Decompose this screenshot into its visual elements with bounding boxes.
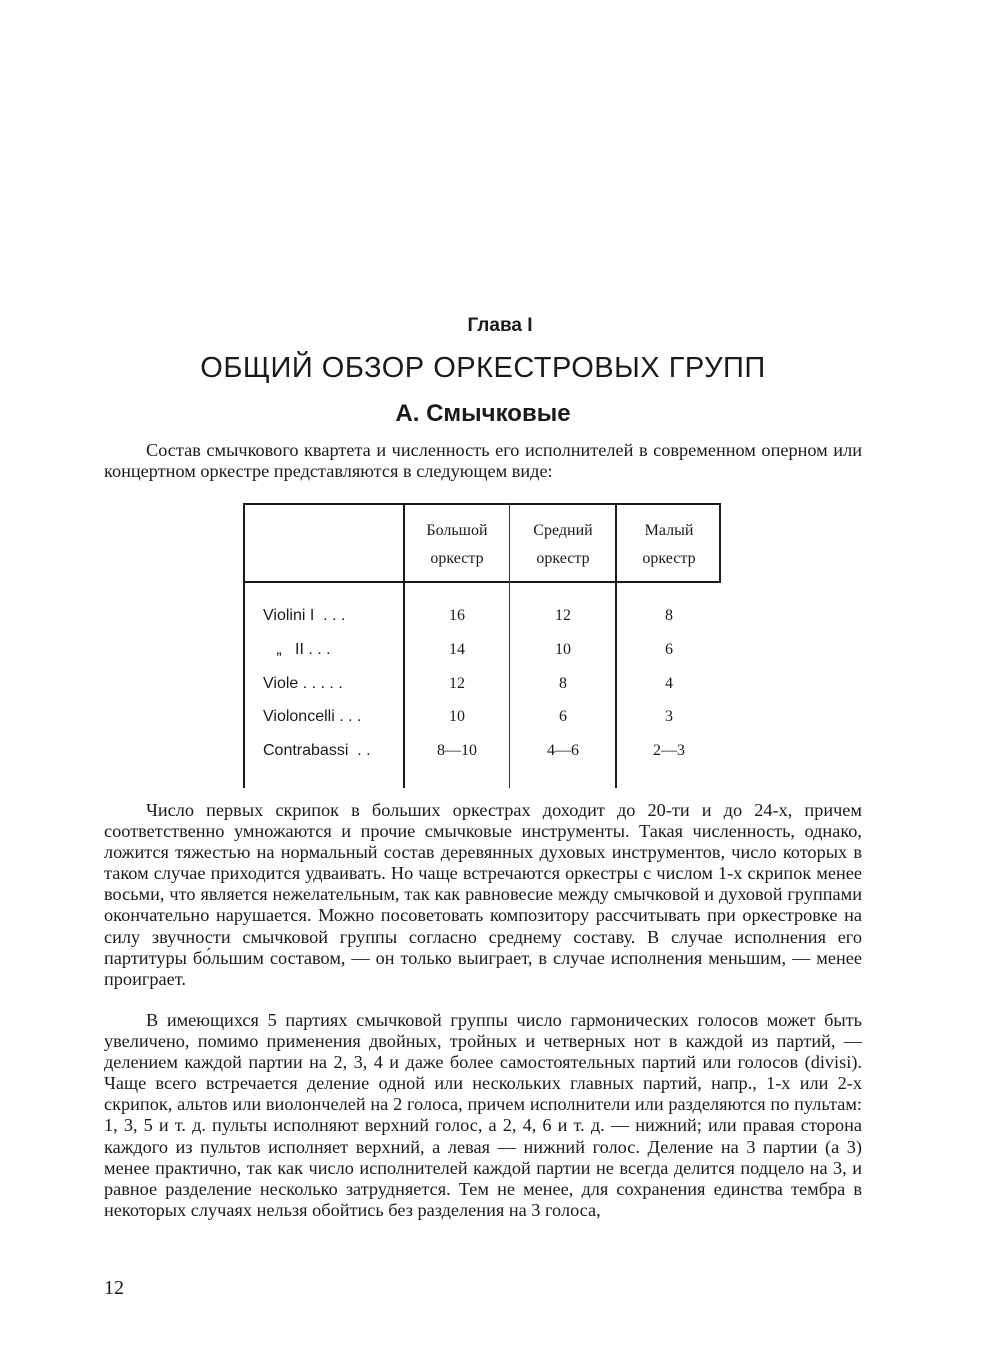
table-cell: 12 xyxy=(555,607,571,624)
table-cell: 3 xyxy=(665,708,673,725)
page-title: ОБЩИЙ ОБЗОР ОРКЕСТРОВЫХ ГРУПП xyxy=(200,352,766,384)
table-cell: 10 xyxy=(449,708,465,725)
table-cell: 12 xyxy=(449,675,465,692)
header-line: Большой xyxy=(426,522,488,539)
header-small-orchestra xyxy=(617,517,721,573)
table-top-rule xyxy=(243,503,721,505)
header-line: оркестр xyxy=(642,550,696,567)
paragraph-body-2: В имеющихся 5 партиях смычковой группы число гармонических голосов может быть увеличено, помимо применения двойных, тройных и четверных нот в каждой из партий, — делением каждой партии на 2, 3, 4 и даже более самостоятельных партий или голосов (divisi). Чаще всего встречается деление одной или нескольких главных партий, напр., 1-х или 2-х скрипок, альтов или виолончелей на 2 голоса, причем исполнители или разделяются по пультам: 1, 3, 5 и т. д. пульты исполняют верхний голос, а 2, 4, 6 и т. д. — нижний; или правая сторона каждого из пультов исполняет верхний, а левая — нижний голос. Деление на 3 партии (а 3) менее практично, так как число исполнителей каждой партии не всегда делится подцело на 3, и равное разделение несколько затрудняется. Тем не менее, для сохранения единства тембра в некоторых случаях нельзя обойтись без разделения на 3 голоса, xyxy=(104,1010,862,1220)
table-cell: 4—6 xyxy=(547,742,579,759)
header-line: оркестр xyxy=(430,550,484,567)
page-number: 12 xyxy=(104,1277,124,1299)
header-medium-orchestra xyxy=(511,517,615,573)
row-name-viole: Viole . . . . . xyxy=(263,675,343,692)
header-line: оркестр xyxy=(536,550,590,567)
table-cell: 8—10 xyxy=(437,742,477,759)
row-name-contrabassi: Contrabassi . . xyxy=(263,742,371,759)
table-cell: 8 xyxy=(559,675,567,692)
row-name-violini-2: „ II . . . xyxy=(263,641,331,658)
paragraph-intro: Состав смычкового квартета и численность его исполнителей в современном оперном или концертном оркестре представляются в следующем виде: xyxy=(104,440,862,482)
table-cell: 2—3 xyxy=(653,742,685,759)
section-heading: А. Смычковые xyxy=(395,400,571,427)
table-cell: 6 xyxy=(665,641,673,658)
table-header-rule xyxy=(243,581,721,583)
table-left-border xyxy=(243,503,245,788)
header-line: Малый xyxy=(644,522,694,539)
table-cell: 14 xyxy=(449,641,465,658)
row-name-violoncelli: Violoncelli . . . xyxy=(263,708,362,725)
table-cell: 6 xyxy=(559,708,567,725)
table-divider xyxy=(509,503,510,788)
orchestra-table xyxy=(243,503,721,788)
table-cell: 10 xyxy=(555,641,571,658)
header-large-orchestra xyxy=(405,517,509,573)
table-cell: 16 xyxy=(449,607,465,624)
row-name-violini-1: Violini I . . . xyxy=(263,607,346,624)
table-cell: 8 xyxy=(665,607,673,624)
paragraph-body-1: Число первых скрипок в больших оркестрах доходит до 20-ти и до 24-х, причем соответственно умножаются и прочие смычковые инструменты. Такая численность, однако, ложится тяжестью на нормальный состав деревянных духовых инструментов, число которых в таком случае приходится удваивать. Но чаще встречаются оркестры с числом 1-х скрипок менее восьми, что является нежелательным, так как равновесие между смычковой и духовой группами окончательно нарушается. Можно посоветовать композитору рассчитывать при оркестровке на силу звучности смычковой группы согласно среднему составу. В случае исполнения его партитуры бо́льшим составом, — он только выиграет, в случае исполнения меньшим, — менее проиграет. xyxy=(104,800,862,989)
table-cell: 4 xyxy=(665,675,673,692)
header-line: Средний xyxy=(533,522,593,539)
chapter-heading: Глава I xyxy=(467,315,533,336)
